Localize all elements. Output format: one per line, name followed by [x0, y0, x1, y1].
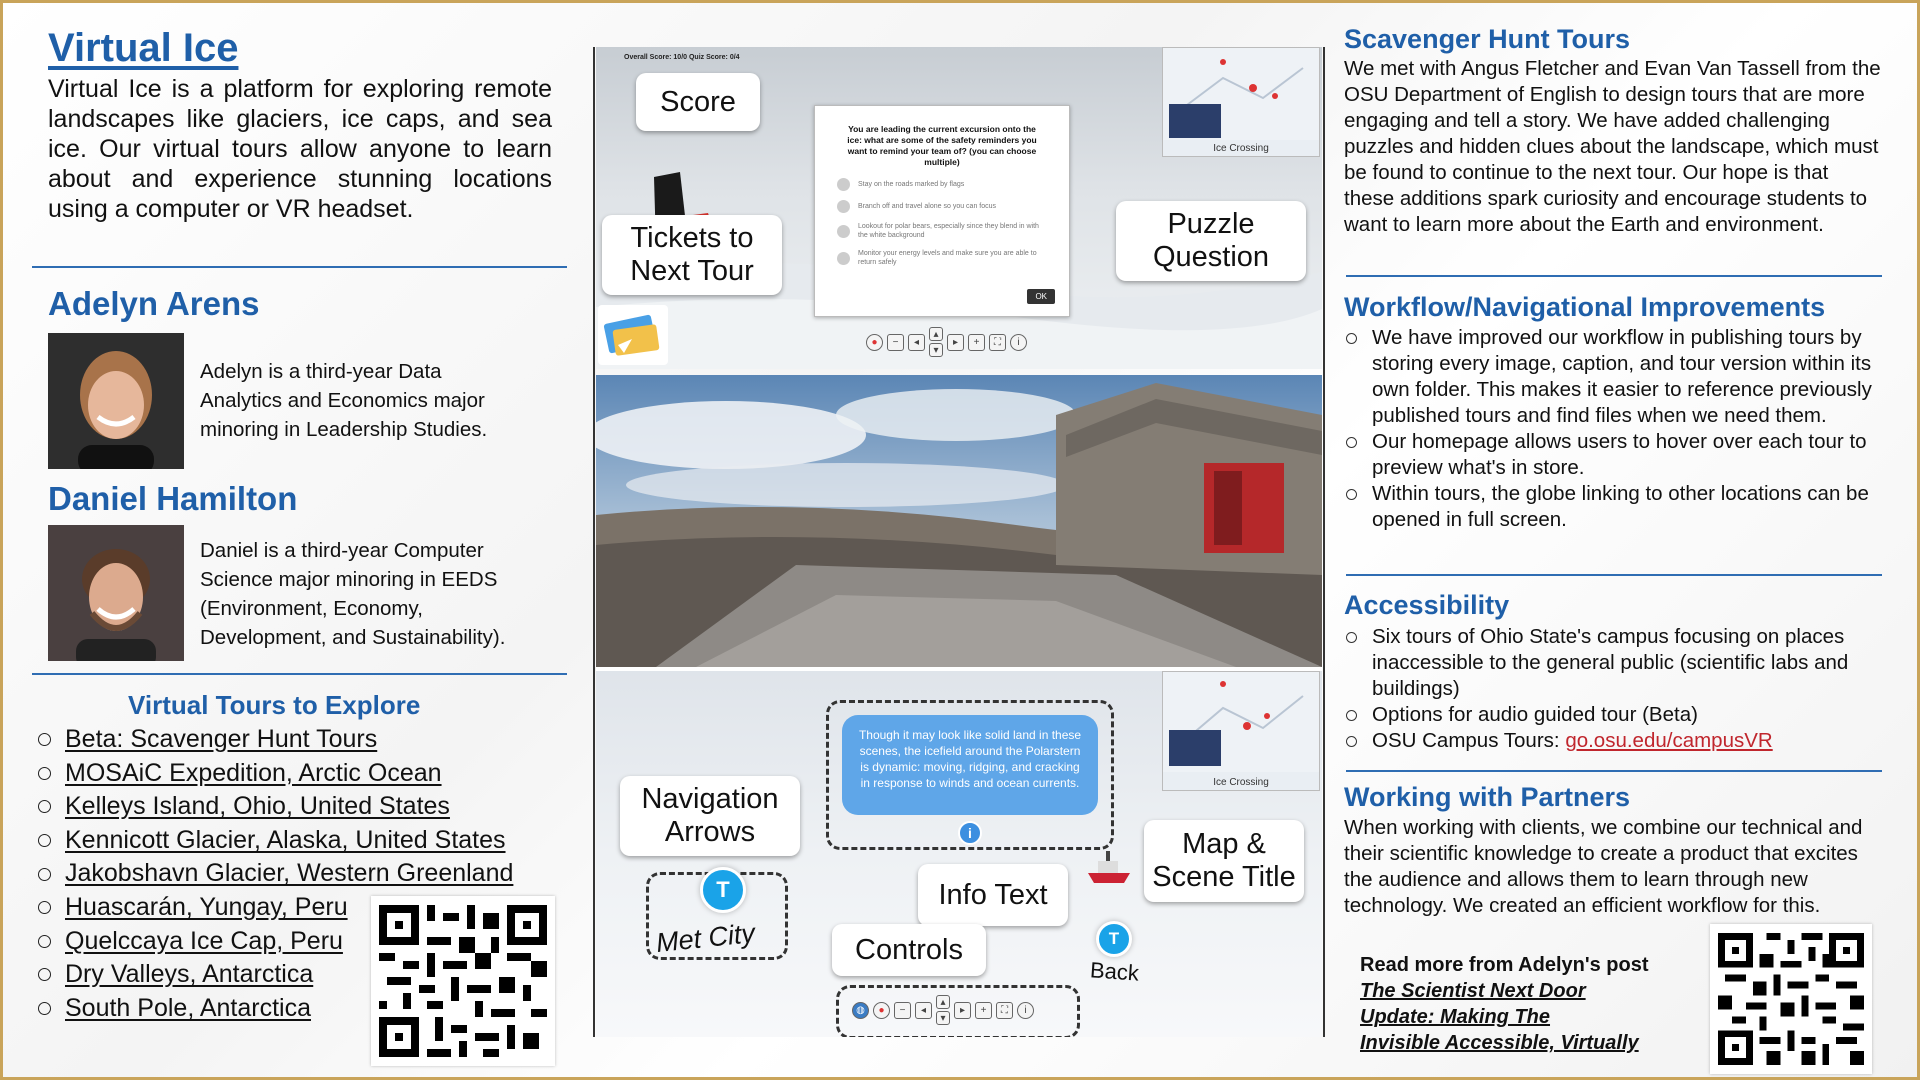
- quiz-option[interactable]: [837, 222, 1045, 240]
- list-item: [36, 857, 513, 891]
- circle-bullet-icon: [1346, 736, 1357, 747]
- marker-label-back: Back: [1089, 957, 1140, 986]
- list-item: [1344, 728, 1889, 754]
- bio-line: Analytics and Economics major: [200, 389, 485, 412]
- section-body-partners: When working with clients, we combine our technical and their scientific knowledge to create a product that excites the audience and allows them to learn through new technology. We created an efficient workflow for this.: [1344, 816, 1863, 917]
- list-item: [1344, 325, 1889, 429]
- tour-link[interactable]: Beta: Scavenger Hunt Tours: [65, 725, 378, 753]
- circle-bullet-icon: [38, 1002, 51, 1015]
- circle-bullet-icon: [1346, 632, 1357, 643]
- ticket-graphic: [598, 305, 668, 365]
- divider: [1346, 574, 1882, 576]
- bio-line: (Environment, Economy,: [200, 597, 423, 620]
- list-item-text: Six tours of Ohio State's campus focusing on places inaccessible to the general public (scientific labs and buildings): [1372, 625, 1849, 700]
- list-item: [36, 757, 513, 791]
- column-rule: [1323, 47, 1325, 1037]
- qr-code-icon[interactable]: [1710, 924, 1872, 1074]
- minimap-label: Ice Crossing: [1213, 777, 1269, 788]
- list-item-text: Our homepage allows users to hover over each tour to preview what's in store.: [1372, 430, 1867, 479]
- tour-link[interactable]: Kennicott Glacier, Alaska, United States: [65, 825, 506, 854]
- circle-bullet-icon: [1346, 333, 1357, 344]
- location-pin-icon[interactable]: ●: [866, 334, 883, 351]
- list-item-text: We have improved our workflow in publishing tours by storing every image, caption, and tour version within its own folder. This makes it easier to reference previously published tours and find files when we need them.: [1372, 326, 1872, 427]
- screenshot-quiz: [596, 47, 1322, 369]
- workflow-list: [1344, 325, 1889, 533]
- vertical-arrows: [929, 327, 943, 357]
- controls-toolbar: [852, 995, 1034, 1025]
- location-pin-icon[interactable]: ●: [873, 1002, 890, 1019]
- list-item: [1344, 624, 1889, 702]
- campus-vr-link[interactable]: go.osu.edu/campusVR: [1565, 729, 1773, 752]
- zoom-in-icon[interactable]: +: [968, 334, 985, 351]
- circle-bullet-icon: [38, 968, 51, 981]
- bio-adelyn: [200, 357, 560, 444]
- callout-tickets: Tickets to Next Tour: [602, 215, 782, 295]
- tour-link[interactable]: Quelccaya Ice Cap, Peru: [65, 926, 343, 955]
- minimap-top[interactable]: [1162, 47, 1320, 157]
- nav-marker-icon[interactable]: T: [700, 867, 746, 913]
- ticket-icon[interactable]: [598, 305, 668, 365]
- list-item: [36, 790, 513, 824]
- divider: [1346, 770, 1882, 772]
- mountain-photo-graphic: [596, 375, 1322, 667]
- list-item: [36, 723, 513, 757]
- arrow-left-icon[interactable]: ◂: [908, 334, 925, 351]
- arrow-left-icon[interactable]: ◂: [915, 1002, 932, 1019]
- blog-link-line[interactable]: Invisible Accessible, Virtually: [1360, 1032, 1639, 1054]
- bio-line: Science major minoring in EEDS: [200, 568, 498, 591]
- arrow-right-icon[interactable]: ▸: [954, 1002, 971, 1019]
- list-item: [1344, 481, 1889, 533]
- tour-link[interactable]: Dry Valleys, Antarctica: [65, 960, 314, 989]
- info-icon[interactable]: i: [1010, 334, 1027, 351]
- arrow-down-icon[interactable]: ▾: [936, 1011, 950, 1025]
- callout-puzzle: Puzzle Question: [1116, 201, 1306, 281]
- quiz-option[interactable]: [837, 200, 1045, 213]
- list-item: [36, 824, 513, 858]
- person-name-daniel: Daniel Hamilton: [48, 480, 298, 517]
- circle-bullet-icon: [38, 901, 51, 914]
- quiz-option[interactable]: [837, 178, 1045, 191]
- arrow-up-icon[interactable]: ▴: [936, 995, 950, 1009]
- divider: [32, 266, 567, 268]
- callout-controls: Controls: [832, 924, 986, 976]
- info-icon[interactable]: i: [1017, 1002, 1034, 1019]
- callout-map-scene-title: Map & Scene Title: [1144, 820, 1304, 902]
- bio-daniel: [200, 536, 560, 652]
- tour-link[interactable]: Jakobshavn Glacier, Western Greenland: [65, 859, 514, 888]
- map-icon: [1163, 48, 1319, 140]
- zoom-in-icon[interactable]: +: [975, 1002, 992, 1019]
- avatar-adelyn: [48, 333, 184, 469]
- page-title: Virtual Ice: [48, 26, 239, 70]
- tour-link[interactable]: MOSAiC Expedition, Arctic Ocean: [65, 758, 442, 787]
- info-text-bubble: Though it may look like solid land in these scenes, the icefield around the Polarstern is dynamic: moving, ridging, and cracking in response to winds and ocean currents.: [842, 715, 1098, 815]
- bio-line: Daniel is a third-year Computer: [200, 539, 484, 562]
- read-more-lead: Read more from Adelyn's post: [1360, 954, 1649, 976]
- quiz-option-label: Branch off and travel alone so you can focus: [858, 203, 997, 210]
- section-title-scavenger: Scavenger Hunt Tours: [1344, 24, 1631, 54]
- section-body-scavenger: We met with Angus Fletcher and Evan Van Tassell from the OSU Department of English to design tours that are more engaging and tell a story. We have added challenging puzzles and hidden clues about the landscape, which must be found to continue to the next tour. Our hope is that these additions spark curiosity and encourage students to want to learn more about the Earth and environment.: [1344, 57, 1881, 236]
- radio-icon: [837, 252, 850, 265]
- callout-info-text: Info Text: [918, 864, 1068, 926]
- callout-score: Score: [636, 73, 760, 131]
- circle-bullet-icon: [1346, 489, 1357, 500]
- minimap-label: Ice Crossing: [1213, 143, 1269, 154]
- marker-label-met-city: Met City: [654, 917, 757, 959]
- map-icon: [1163, 672, 1319, 772]
- arrow-up-icon[interactable]: ▴: [929, 327, 943, 341]
- qr-code-icon[interactable]: [371, 896, 555, 1066]
- zoom-out-icon[interactable]: −: [894, 1002, 911, 1019]
- tour-link[interactable]: Kelleys Island, Ohio, United States: [65, 792, 450, 821]
- callout-navigation: Navigation Arrows: [620, 776, 800, 856]
- fullscreen-icon[interactable]: ⛶: [989, 334, 1006, 351]
- circle-bullet-icon: [1346, 437, 1357, 448]
- circle-bullet-icon: [38, 868, 51, 881]
- divider: [1346, 275, 1882, 277]
- list-item: [1344, 702, 1889, 728]
- circle-bullet-icon: [38, 800, 51, 813]
- zoom-out-icon[interactable]: −: [887, 334, 904, 351]
- blog-link-line[interactable]: The Scientist Next Door: [1360, 980, 1586, 1002]
- quiz-option-label: Monitor your energy levels and make sure you are able to return safely: [858, 250, 1037, 266]
- ship-icon: [1084, 847, 1134, 887]
- blog-link-line[interactable]: Update: Making The: [1360, 1006, 1551, 1028]
- tour-link[interactable]: South Pole, Antarctica: [65, 993, 311, 1022]
- section-title-accessibility: Accessibility: [1344, 590, 1510, 620]
- list-item-text: Within tours, the globe linking to other locations can be opened in full screen.: [1372, 482, 1869, 531]
- puzzle-question-text: You are leading the current excursion onto the ice: what are some of the safety reminders you want to remind your team of? (you can choose multiple): [847, 124, 1037, 167]
- circle-bullet-icon: [38, 733, 51, 746]
- right-column: [1338, 0, 1898, 1080]
- fullscreen-icon[interactable]: ⛶: [996, 1002, 1013, 1019]
- center-screens: [596, 47, 1322, 1037]
- screenshot-mountain-hut: [596, 375, 1322, 667]
- bio-line: Development, and Sustainability).: [200, 626, 506, 649]
- circle-bullet-icon: [38, 834, 51, 847]
- puzzle-dialog: [814, 105, 1070, 317]
- screenshot-navigation: [596, 667, 1322, 1037]
- intro-paragraph: Virtual Ice is a platform for exploring remote landscapes like glaciers, ice caps, and sea ice. Our virtual tours allow anyone to learn about and experience stunning locations using a computer or VR headset.: [48, 75, 552, 223]
- minimap-bottom[interactable]: [1162, 671, 1320, 791]
- quiz-option[interactable]: [837, 249, 1045, 267]
- radio-icon: [837, 200, 850, 213]
- person-name-adelyn: Adelyn Arens: [48, 285, 260, 322]
- info-icon[interactable]: i: [958, 821, 982, 845]
- bio-line: Adelyn is a third-year Data: [200, 360, 442, 383]
- list-item-text: Options for audio guided tour (Beta): [1372, 703, 1698, 726]
- list-item: [1344, 429, 1889, 481]
- list-item-text: OSU Campus Tours:: [1372, 729, 1566, 752]
- arrow-down-icon[interactable]: ▾: [929, 343, 943, 357]
- section-title-workflow: Workflow/Navigational Improvements: [1344, 292, 1826, 322]
- radio-icon: [837, 225, 850, 238]
- bio-line: minoring in Leadership Studies.: [200, 418, 488, 441]
- avatar-daniel: [48, 525, 184, 661]
- ok-button[interactable]: OK: [1027, 289, 1055, 304]
- globe-icon[interactable]: ◍: [852, 1002, 869, 1019]
- quiz-option-label: Stay on the roads marked by flags: [858, 181, 965, 188]
- tours-heading: Virtual Tours to Explore: [128, 690, 421, 720]
- controls-toolbar: [866, 327, 1027, 357]
- circle-bullet-icon: [38, 767, 51, 780]
- read-more-block: [1360, 952, 1649, 1056]
- score-readout: Overall Score: 10/0 Quiz Score: 0/4: [624, 54, 740, 61]
- back-marker-icon[interactable]: T: [1096, 921, 1132, 957]
- arrow-right-icon[interactable]: ▸: [947, 334, 964, 351]
- quiz-option-label: Lookout for polar bears, especially since they blend in with the white background: [858, 223, 1039, 239]
- vertical-arrows: [936, 995, 950, 1025]
- divider: [32, 673, 567, 675]
- tour-link[interactable]: Huascarán, Yungay, Peru: [65, 892, 348, 921]
- section-title-partners: Working with Partners: [1344, 782, 1631, 812]
- column-rule: [593, 47, 595, 1037]
- radio-icon: [837, 178, 850, 191]
- left-column: [0, 0, 580, 1080]
- circle-bullet-icon: [1346, 710, 1357, 721]
- accessibility-list: [1344, 624, 1889, 754]
- circle-bullet-icon: [38, 935, 51, 948]
